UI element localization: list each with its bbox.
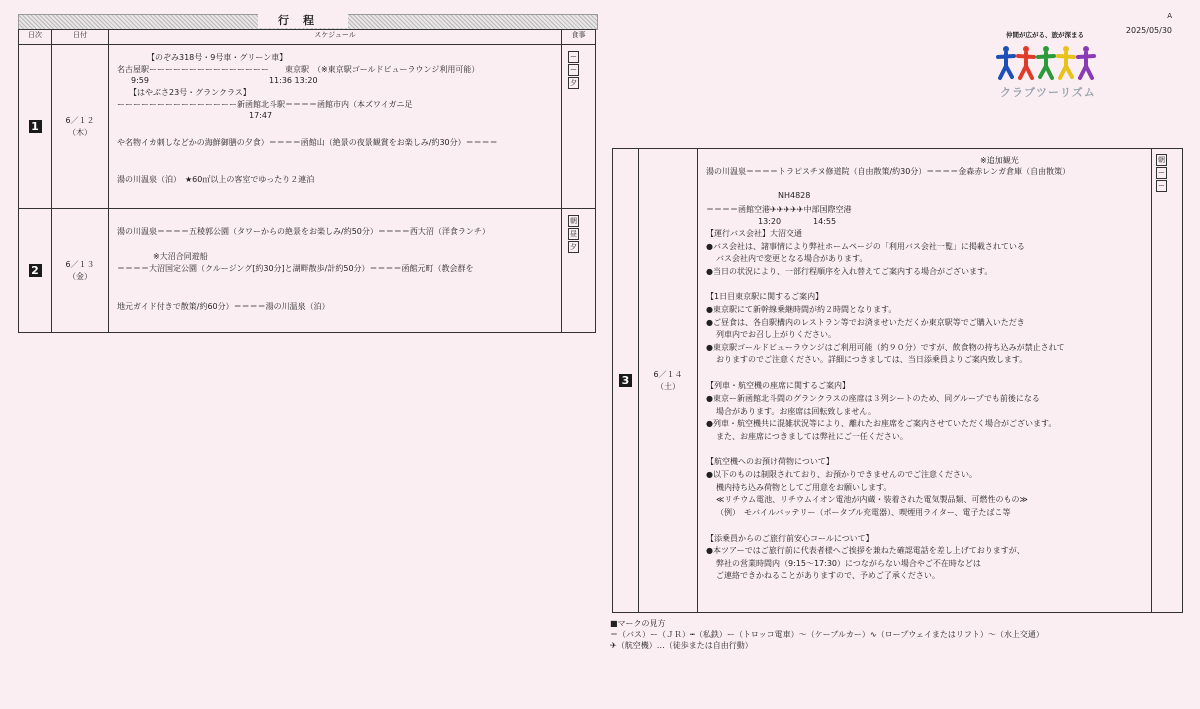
meal-dinner: 夕 — [570, 79, 577, 87]
logo-slogan: 仲間が広がる、旅が深まる — [1006, 31, 1084, 39]
day-date: 6／１２ — [65, 115, 95, 125]
schedule-line: ●当日の状況により、一部行程順序を入れ替えてご案内する場合がございます。 — [706, 267, 993, 276]
day-number: 3 — [619, 374, 632, 387]
issue-date: 2025/05/30 — [1125, 26, 1172, 35]
schedule-line: ●ご昼食は、各自駅構内のレストラン等でお済ませいただくか東京駅等でご購入いただき — [706, 318, 1025, 327]
header-schedule: スケジュール — [109, 30, 562, 45]
schedule-line: ーーーーーーーーーーーーーーー新函館北斗駅＝＝＝＝函館市内（本ズワイガニ足 — [117, 100, 413, 109]
meal-lunch: 昼 — [570, 230, 577, 238]
meal-dinner: 夕 — [570, 243, 577, 251]
itinerary-table-right — [612, 148, 1183, 613]
header-meals: 食事 — [562, 30, 596, 45]
schedule-line: 13:20 14:55 — [758, 217, 837, 226]
meal-breakfast: 朝 — [570, 217, 577, 225]
schedule-line: ≪リチウム電池、リチウムイオン電池が内蔵・装着された電気製品類、可燃性のもの≫ — [716, 495, 1028, 504]
meal-breakfast: ー — [570, 53, 577, 61]
schedule-line: 【のぞみ318号・9号車・グリーン車】 — [147, 53, 288, 62]
meal-dinner: ー — [1158, 182, 1165, 190]
schedule-line: ※追加観光 — [980, 156, 1019, 165]
schedule-line: 【運行バス会社】大沼交通 — [706, 229, 802, 238]
legend-line: ＝（バス）ー（ＪＲ）┅（私鉄）ー（トロッコ電車）〜（ケーブルカー）∿（ロープウェイまたはリフト）〜（水上交通） — [610, 630, 1044, 639]
schedule-line: ※大沼合同遊船 — [153, 252, 208, 261]
schedule-line: ご連絡できかねることがありますので、予めご了承ください。 — [716, 571, 940, 580]
meal-lunch: ー — [570, 66, 577, 74]
schedule-line: 場合があります。お座席は回転致しません。 — [716, 407, 876, 416]
mark-legend — [610, 618, 1190, 658]
schedule-line: ＝＝＝＝函館空港✈✈✈✈✈中部国際空港 — [706, 205, 852, 214]
schedule-line: ●以下のものは制限されており、お預かりできませんのでご注意ください。 — [706, 470, 977, 479]
schedule-line: 列車内でお召し上がりください。 — [716, 330, 836, 339]
day-number: 1 — [29, 120, 42, 133]
day-number: 2 — [29, 264, 42, 277]
schedule-line: ●本ツアーではご旅行前に代表者様へご挨拶を兼ねた確認電話を差し上げておりますが、 — [706, 546, 1025, 555]
page-mark: A — [1167, 12, 1172, 20]
schedule-line: 名古屋駅ーーーーーーーーーーーーーーー 東京駅 （※東京駅ゴールドビューラウンジ利用可能） — [117, 65, 480, 74]
legend-line: ✈（航空機）…（徒歩または自由行動） — [610, 641, 753, 650]
schedule-line: 【1日目東京駅に関するご案内】 — [706, 292, 824, 301]
page-title: 行程 — [258, 12, 348, 28]
schedule-line: ●東京駅ゴールドビューラウンジはご利用可能（約９０分）ですが、飲食物の持ち込みが禁止されて — [706, 343, 1065, 352]
itinerary-table-left — [18, 29, 596, 333]
schedule-line: ●列車・航空機共に混雑状況等により、離れたお座席をご案内させていただく場合がございます。 — [706, 419, 1057, 428]
day-row-3 — [613, 149, 1183, 613]
meal-lunch: ー — [1158, 169, 1165, 177]
schedule-line: バス会社内で変更となる場合があります。 — [716, 254, 868, 263]
schedule-line: ＝＝＝＝大沼国定公園（クルージング[約30分]と湖畔散歩/計約50分）＝＝＝＝函館元町（教会群を — [117, 264, 474, 273]
schedule-line: 地元ガイド付きで散策/約60分）＝＝＝＝湯の川温泉（泊） — [117, 302, 330, 311]
schedule-line: おりますのでご注意ください。詳細につきましては、当日添乗員よりご案内致します。 — [716, 355, 1028, 364]
schedule-line: ●東京ー新函館北斗間のグランクラスの座席は３列シートのため、同グループでも前後になる — [706, 394, 1040, 403]
schedule-line: 【はやぶさ23号・グランクラス】 — [129, 88, 251, 97]
day-weekday: （金） — [68, 271, 92, 281]
schedule-line: ●東京駅にて新幹線乗継時間が約２時間となります。 — [706, 305, 897, 314]
header-day: 日次 — [19, 30, 52, 45]
day-weekday: （木） — [68, 127, 92, 137]
schedule-line: NH4828 — [778, 191, 811, 200]
schedule-line: 湯の川温泉（泊） ★60㎡以上の客室でゆったり２連泊 — [117, 175, 315, 184]
day-date: 6／１３ — [65, 259, 95, 269]
schedule-line: 【航空機へのお預け荷物について】 — [706, 457, 834, 466]
meal-breakfast: 朝 — [1158, 156, 1165, 164]
logo-brand: クラブツーリズム — [1000, 86, 1096, 99]
schedule-line: 【添乗員からのご旅行前安心コールについて】 — [706, 534, 874, 543]
schedule-line: 9:59 11:36 13:20 — [131, 76, 318, 85]
schedule-line: 弊社の営業時間内（9:15～17:30）につながらない場合やご不在時などは — [716, 559, 981, 568]
day-weekday: （土） — [656, 381, 680, 391]
legend-title: ■マークの見方 — [610, 619, 666, 628]
schedule-line: （例） モバイルバッテリー（ポータブル充電器）、喫煙用ライター、電子たばこ等 — [716, 508, 1011, 517]
day-row-1 — [19, 45, 596, 209]
schedule-line: 【列車・航空機の座席に関するご案内】 — [706, 381, 850, 390]
schedule-line: また、お座席につきましては弊社にご一任ください。 — [716, 432, 908, 441]
day-date: 6／１４ — [653, 369, 683, 379]
schedule-line: や名物イカ刺しなどかの海鮮御膳の夕食）＝＝＝＝函館山（絶景の夜景観賞をお楽しみ/約30分）＝＝＝＝ — [117, 138, 498, 147]
club-tourism-logo — [988, 30, 1128, 100]
schedule-line: 17:47 — [249, 111, 273, 120]
schedule-line: 湯の川温泉＝＝＝＝トラピスチヌ修道院（自由散策/約30分）＝＝＝＝金森赤レンガ倉庫（自由散策） — [706, 167, 1071, 176]
schedule-line: 湯の川温泉＝＝＝＝五稜郭公園（タワーからの絶景をお楽しみ/約50分）＝＝＝＝西大沼（洋食ランチ） — [117, 227, 490, 236]
day-row-2 — [19, 209, 596, 333]
people-figures-icon — [994, 44, 1114, 84]
schedule-line: ●バス会社は、諸事情により弊社ホームページの「利用バス会社一覧」に掲載されている — [706, 242, 1025, 251]
schedule-line: 機内持ち込み荷物としてご用意をお願いします。 — [716, 483, 892, 492]
header-date: 日付 — [52, 30, 109, 45]
